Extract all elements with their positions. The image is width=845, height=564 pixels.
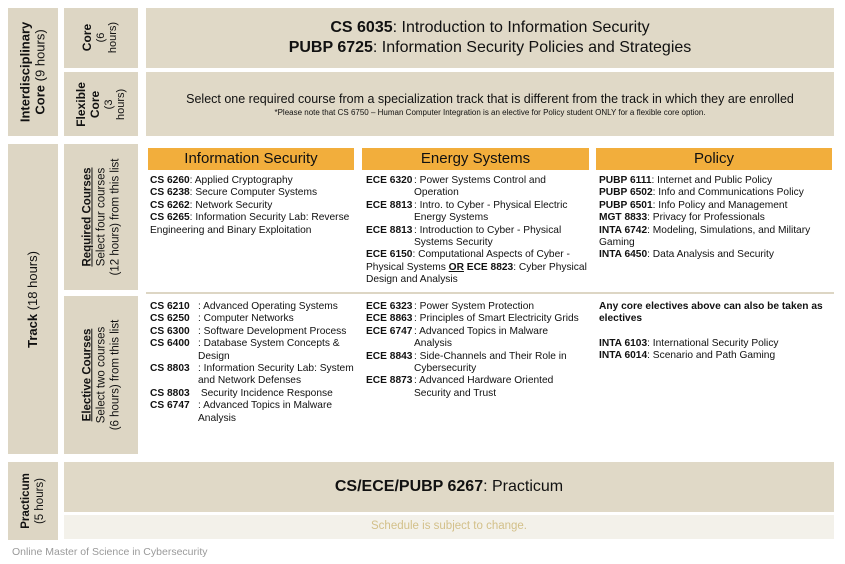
list-item: CS 8803 Security Incidence Response — [150, 387, 333, 399]
list-item: CS 6260: Applied Cryptography — [150, 175, 293, 186]
list-item: CS 6238: Secure Computer Systems — [150, 187, 318, 199]
core-course-pubp6725: PUBP 6725: Information Security Policies and Strategies — [288, 39, 692, 56]
flexible-core-cell — [146, 72, 834, 136]
policy-elective-note: Any core electives above can also be taken as electives — [599, 301, 823, 325]
list-item: CS 6300 : Software Development Process — [150, 325, 347, 337]
list-item: ECE 6747 : Advanced Topics in Malware Analysis — [366, 325, 549, 350]
list-item: ECE 6320 : Power Systems Control and Operation — [366, 175, 546, 199]
flexible-core-label: Flexible Core (3 hours) — [73, 81, 127, 127]
flexible-core-instruction: Select one required course from a specialization track that is different from the track in which they are enrolled — [186, 91, 794, 106]
flexible-core-note: *Please note that CS 6750 – Human Computer Integration is an elective for Policy student ONLY for a flexible core option. — [274, 107, 706, 117]
core-courses-cell — [146, 8, 834, 68]
elective-energy-list — [366, 301, 588, 400]
list-item: ECE 8863 : Principles of Smart Electricity Grids — [366, 313, 579, 325]
list-item: CS 6262: Network Security — [150, 199, 273, 211]
practicum-label: Practicum (5 hours) — [20, 473, 47, 529]
list-item: ECE 8813 : Intro. to Cyber - Physical Electric Energy Systems — [366, 199, 568, 224]
required-energy-list — [366, 175, 588, 287]
interdisciplinary-label: Interdisciplinary Core (9 hours) — [17, 21, 48, 123]
header-energy-systems: Energy Systems — [362, 148, 589, 170]
list-item: PUBP 6501: Info Policy and Management — [599, 199, 788, 211]
core-course-cs6035: CS 6035: Introduction to Information Security — [330, 19, 650, 36]
required-infosec-list — [150, 175, 355, 237]
track-separator — [146, 292, 834, 294]
list-item: CS 6747 : Advanced Topics in Malware Analysis — [150, 400, 333, 424]
header-information-security: Information Security — [148, 148, 354, 170]
core-divider — [138, 8, 146, 68]
practicum-course: CS/ECE/PUBP 6267: Practicum — [334, 478, 564, 495]
track-label: Track (18 hours) — [24, 250, 40, 348]
list-item: ECE 8843 : Side-Channels and Their Role in Cybersecurity — [366, 350, 567, 375]
list-item: CS 8803 : Information Security Lab: System and Network Defenses — [150, 363, 354, 387]
list-item: CS 6210 : Advanced Operating Systems — [150, 301, 338, 312]
list-item: CS 6400 : Database System Concepts & Design — [150, 338, 340, 362]
required-courses-label: Required Courses Select four courses (12 hours) from this list — [81, 158, 122, 276]
list-item: ECE 8873 : Advanced Hardware Oriented Security and Trust — [366, 375, 554, 399]
elective-policy-list — [599, 301, 829, 363]
required-policy-list — [599, 175, 831, 262]
list-item: ECE 6323 : Power System Protection — [366, 301, 535, 312]
schedule-note: Schedule is subject to change. — [371, 520, 527, 532]
list-item: ECE 6150: Computational Aspects of Cyber - Physical Systems OR ECE 8823: Cyber Physical Design and Analysis — [366, 249, 587, 286]
list-item: ECE 8813 : Introduction to Cyber - Physical Systems Security — [366, 224, 562, 249]
elective-infosec-list — [150, 301, 358, 425]
list-item: INTA 6450: Data Analysis and Security — [599, 249, 774, 261]
list-item: INTA 6014: Scenario and Path Gaming — [599, 350, 776, 362]
list-item: INTA 6742: Modeling, Simulations, and Military Gaming — [599, 224, 811, 249]
list-item: PUBP 6502: Info and Communications Policy — [599, 187, 804, 199]
list-item: MGT 8833: Privacy for Professionals — [599, 212, 765, 224]
list-item: PUBP 6111: Internet and Public Policy — [599, 175, 773, 186]
footer-caption: Online Master of Science in Cybersecurity — [12, 546, 208, 558]
header-policy: Policy — [596, 148, 832, 170]
elective-courses-label: Elective Courses Select two courses (6 hours) from this list — [81, 319, 121, 431]
list-item: INTA 6103: International Security Policy — [599, 337, 779, 349]
list-item: CS 6265: Information Security Lab: Reverse Engineering and Binary Exploitation — [150, 212, 350, 236]
core-label: Core (6 hours) — [80, 22, 120, 54]
list-item: CS 6250 : Computer Networks — [150, 313, 294, 325]
